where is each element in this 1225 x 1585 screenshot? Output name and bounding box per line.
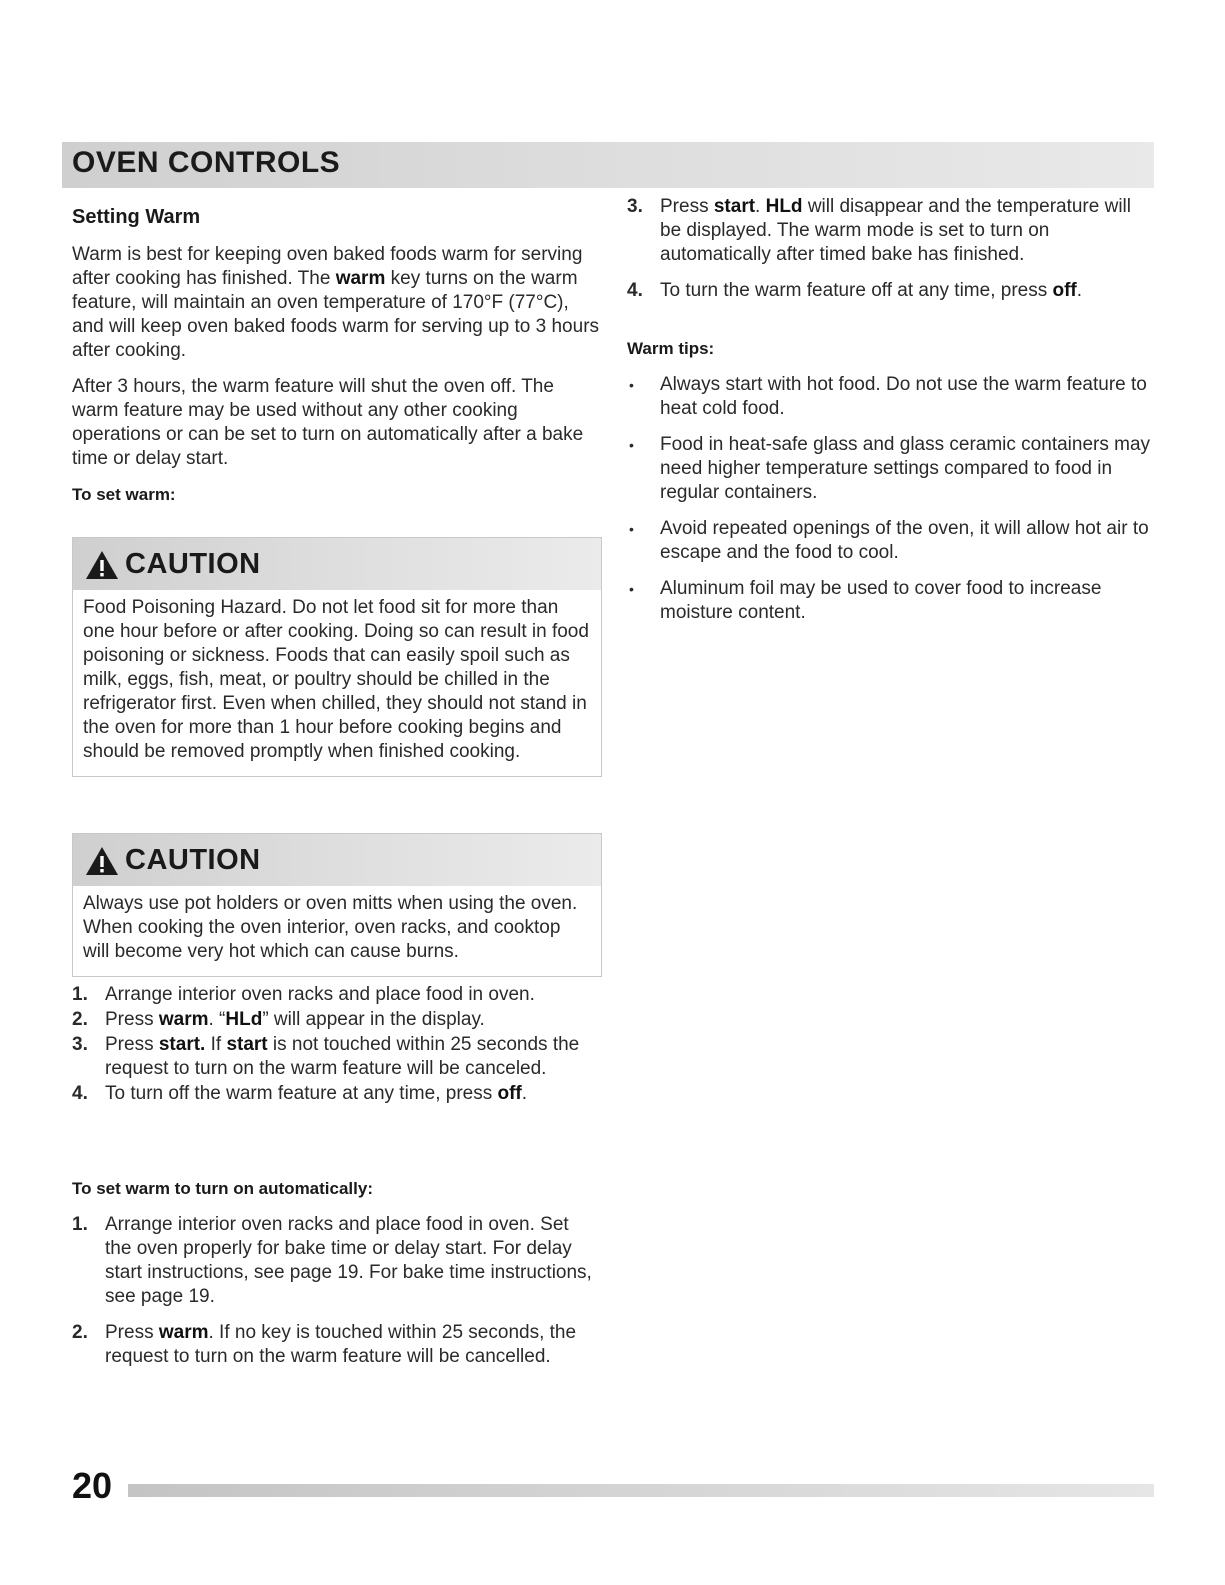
warning-triangle-icon: [85, 845, 119, 877]
list-item: 1. Arrange interior oven racks and place food in oven.: [72, 984, 535, 1005]
intro-paragraph-2: After 3 hours, the warm feature will shut the oven off. The warm feature may be used without any other cooking operations or can be set to turn on automatically after a bake time or delay start.: [72, 376, 584, 469]
auto-warm-block: [72, 1177, 600, 1381]
list-item: 4. To turn the warm feature off at any time, press off.: [627, 280, 1083, 301]
caution-text: Food Poisoning Hazard. Do not let food sit for more than one hour before or after cooking. Doing so can result in food poisoning or sickness. Foods that can easily spoil such as milk, eggs, fish, meat, or poultry should be chilled in the refrigerator first. Even when chilled, they should not stand in the oven for more than 1 hour before cooking begins and should be removed promptly when finished cooking.: [83, 597, 589, 762]
list-item: 3. Press start. If start is not touched within 25 seconds the request to turn on the warm feature will be canceled.: [72, 1034, 580, 1079]
list-item: 1. Arrange interior oven racks and place food in oven. Set the oven properly for bake time or delay start. For delay start instructions, see page 19. For bake time instructions, see page 19.: [72, 1214, 592, 1307]
list-item: 3. Press start. HLd will disappear and the temperature will be displayed. The warm mode is set to turn on automatically after timed bake has finished.: [627, 196, 1131, 265]
section-header-title: OVEN CONTROLS: [72, 146, 341, 179]
set-warm-steps-block: [72, 983, 600, 1107]
caution-label: CAUTION: [125, 844, 261, 876]
to-set-warm-heading: To set warm:: [72, 485, 176, 504]
warning-triangle-icon: [85, 549, 119, 581]
caution-box-food-poisoning: [72, 537, 602, 777]
list-item: 2. Press warm. If no key is touched within 25 seconds, the request to turn on the warm feature will be cancelled.: [72, 1322, 577, 1367]
warm-tips-heading: Warm tips:: [627, 339, 715, 358]
caution-header-band: [73, 538, 601, 590]
list-item: 4. To turn off the warm feature at any time, press off.: [72, 1083, 528, 1104]
auto-warm-steps-continued: [627, 195, 1155, 303]
right-column: [627, 195, 1155, 637]
list-item: 2. Press warm. “HLd” will appear in the display.: [72, 1009, 485, 1030]
list-item: • Food in heat-safe glass and glass ceramic containers may need higher temperature settings compared to food in regular containers.: [629, 434, 1151, 503]
caution-box-burns: [72, 833, 602, 977]
setting-warm-heading: Setting Warm: [72, 206, 201, 228]
footer-bar: [128, 1484, 1154, 1497]
left-column: [72, 205, 600, 507]
caution-header-band: [73, 834, 601, 886]
caution-label: CAUTION: [125, 548, 261, 580]
caution-text: Always use pot holders or oven mitts when using the oven. When cooking the oven interior, oven racks, and cooktop will become very hot which can cause burns.: [83, 893, 578, 962]
set-warm-steps: [72, 983, 600, 1106]
list-item: • Avoid repeated openings of the oven, it will allow hot air to escape and the food to cool.: [629, 518, 1149, 563]
list-item: • Always start with hot food. Do not use the warm feature to heat cold food.: [629, 374, 1147, 419]
auto-warm-heading: To set warm to turn on automatically:: [72, 1179, 373, 1198]
auto-warm-steps: [72, 1213, 600, 1369]
intro-paragraph-1: Warm is best for keeping oven baked foods warm for serving after cooking has finished. The warm key turns on the warm feature, will maintain an oven temperature of 170°F (77°C), and will keep oven baked foods warm for serving up to 3 hours after cooking.: [72, 244, 600, 361]
list-item: • Aluminum foil may be used to cover food to increase moisture content.: [629, 578, 1102, 623]
section-header-bar: [62, 142, 1154, 188]
page-number: 20: [72, 1465, 113, 1506]
warm-tips-list: [627, 373, 1155, 625]
